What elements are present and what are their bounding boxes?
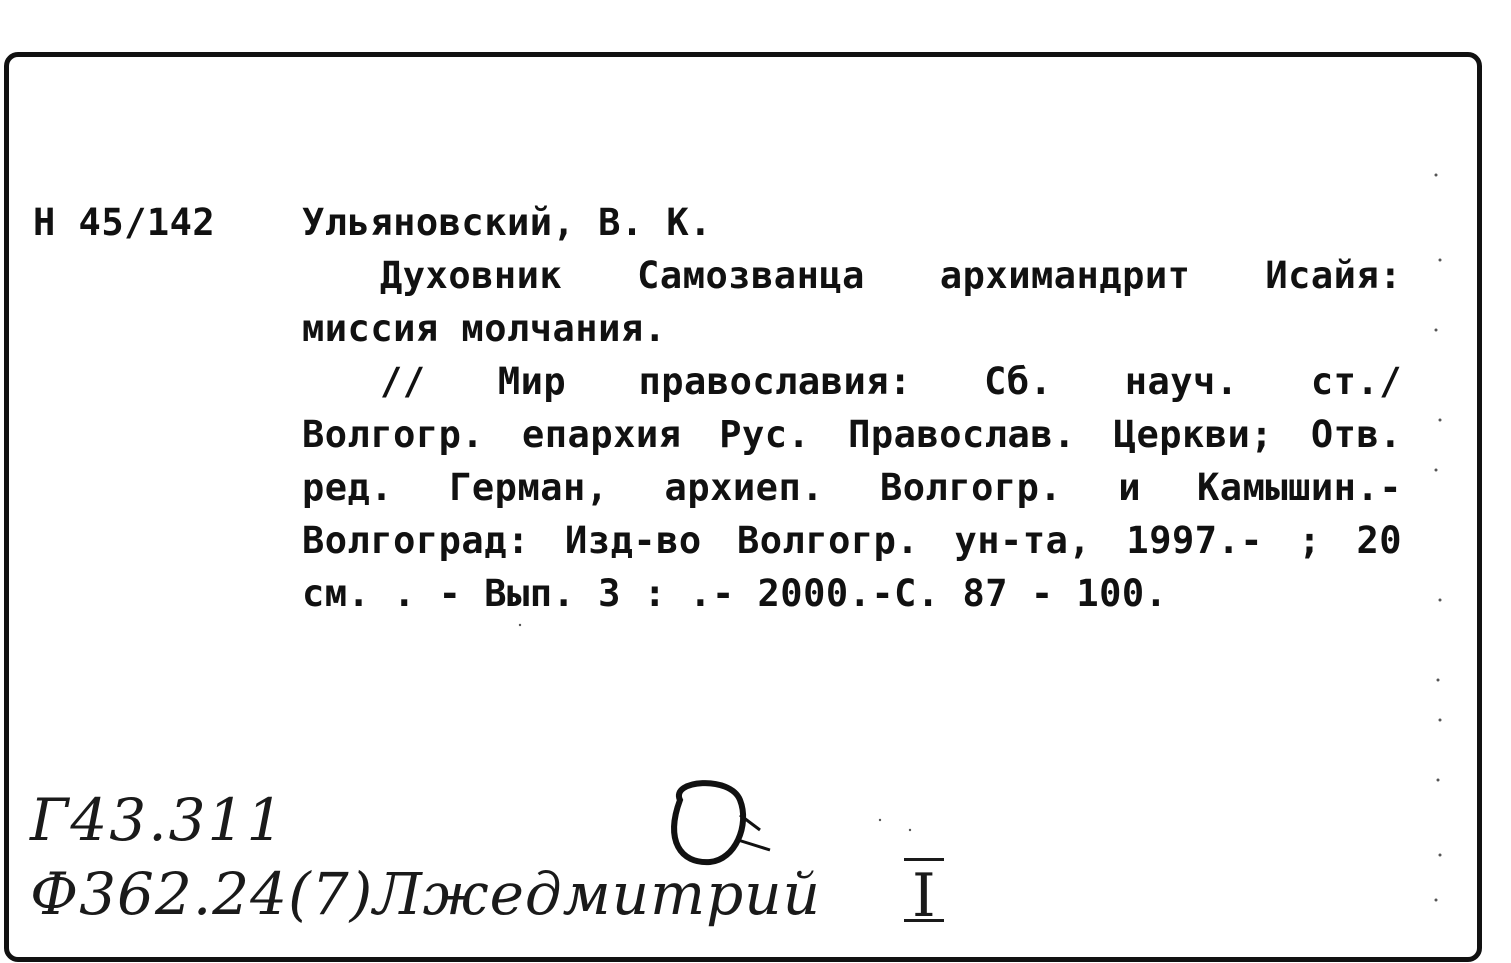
- source-line-2: Волгогр. епархия Рус. Православ. Церкви; Отв.: [302, 413, 1402, 456]
- ink-stamp-mark: [640, 770, 790, 890]
- handwritten-classification-2: Ф362.24(7)Лжедмитрий: [30, 860, 821, 928]
- title-line-1: Духовник Самозванца архимандрит Исайя:: [380, 254, 1402, 297]
- imprint-line: Волгоград: Изд-во Волгогр. ун-та, 1997.- ; 20: [302, 519, 1402, 562]
- source-line-3: ред. Герман, архиеп. Волгогр. и Камышин.-: [302, 466, 1402, 509]
- title-line-2: миссия молчания.: [302, 307, 667, 350]
- source-line-1: // Мир православия: Сб. науч. ст./: [380, 360, 1402, 403]
- handwritten-classification-1: Г43.311: [30, 786, 286, 854]
- pagination-line: см. . - Вып. 3 : .- 2000.-С. 87 - 100.: [302, 572, 1168, 615]
- call-number: Н 45/142: [33, 201, 216, 244]
- author-heading: Ульяновский, В. К.: [302, 201, 712, 244]
- handwritten-roman-numeral: I: [912, 858, 944, 922]
